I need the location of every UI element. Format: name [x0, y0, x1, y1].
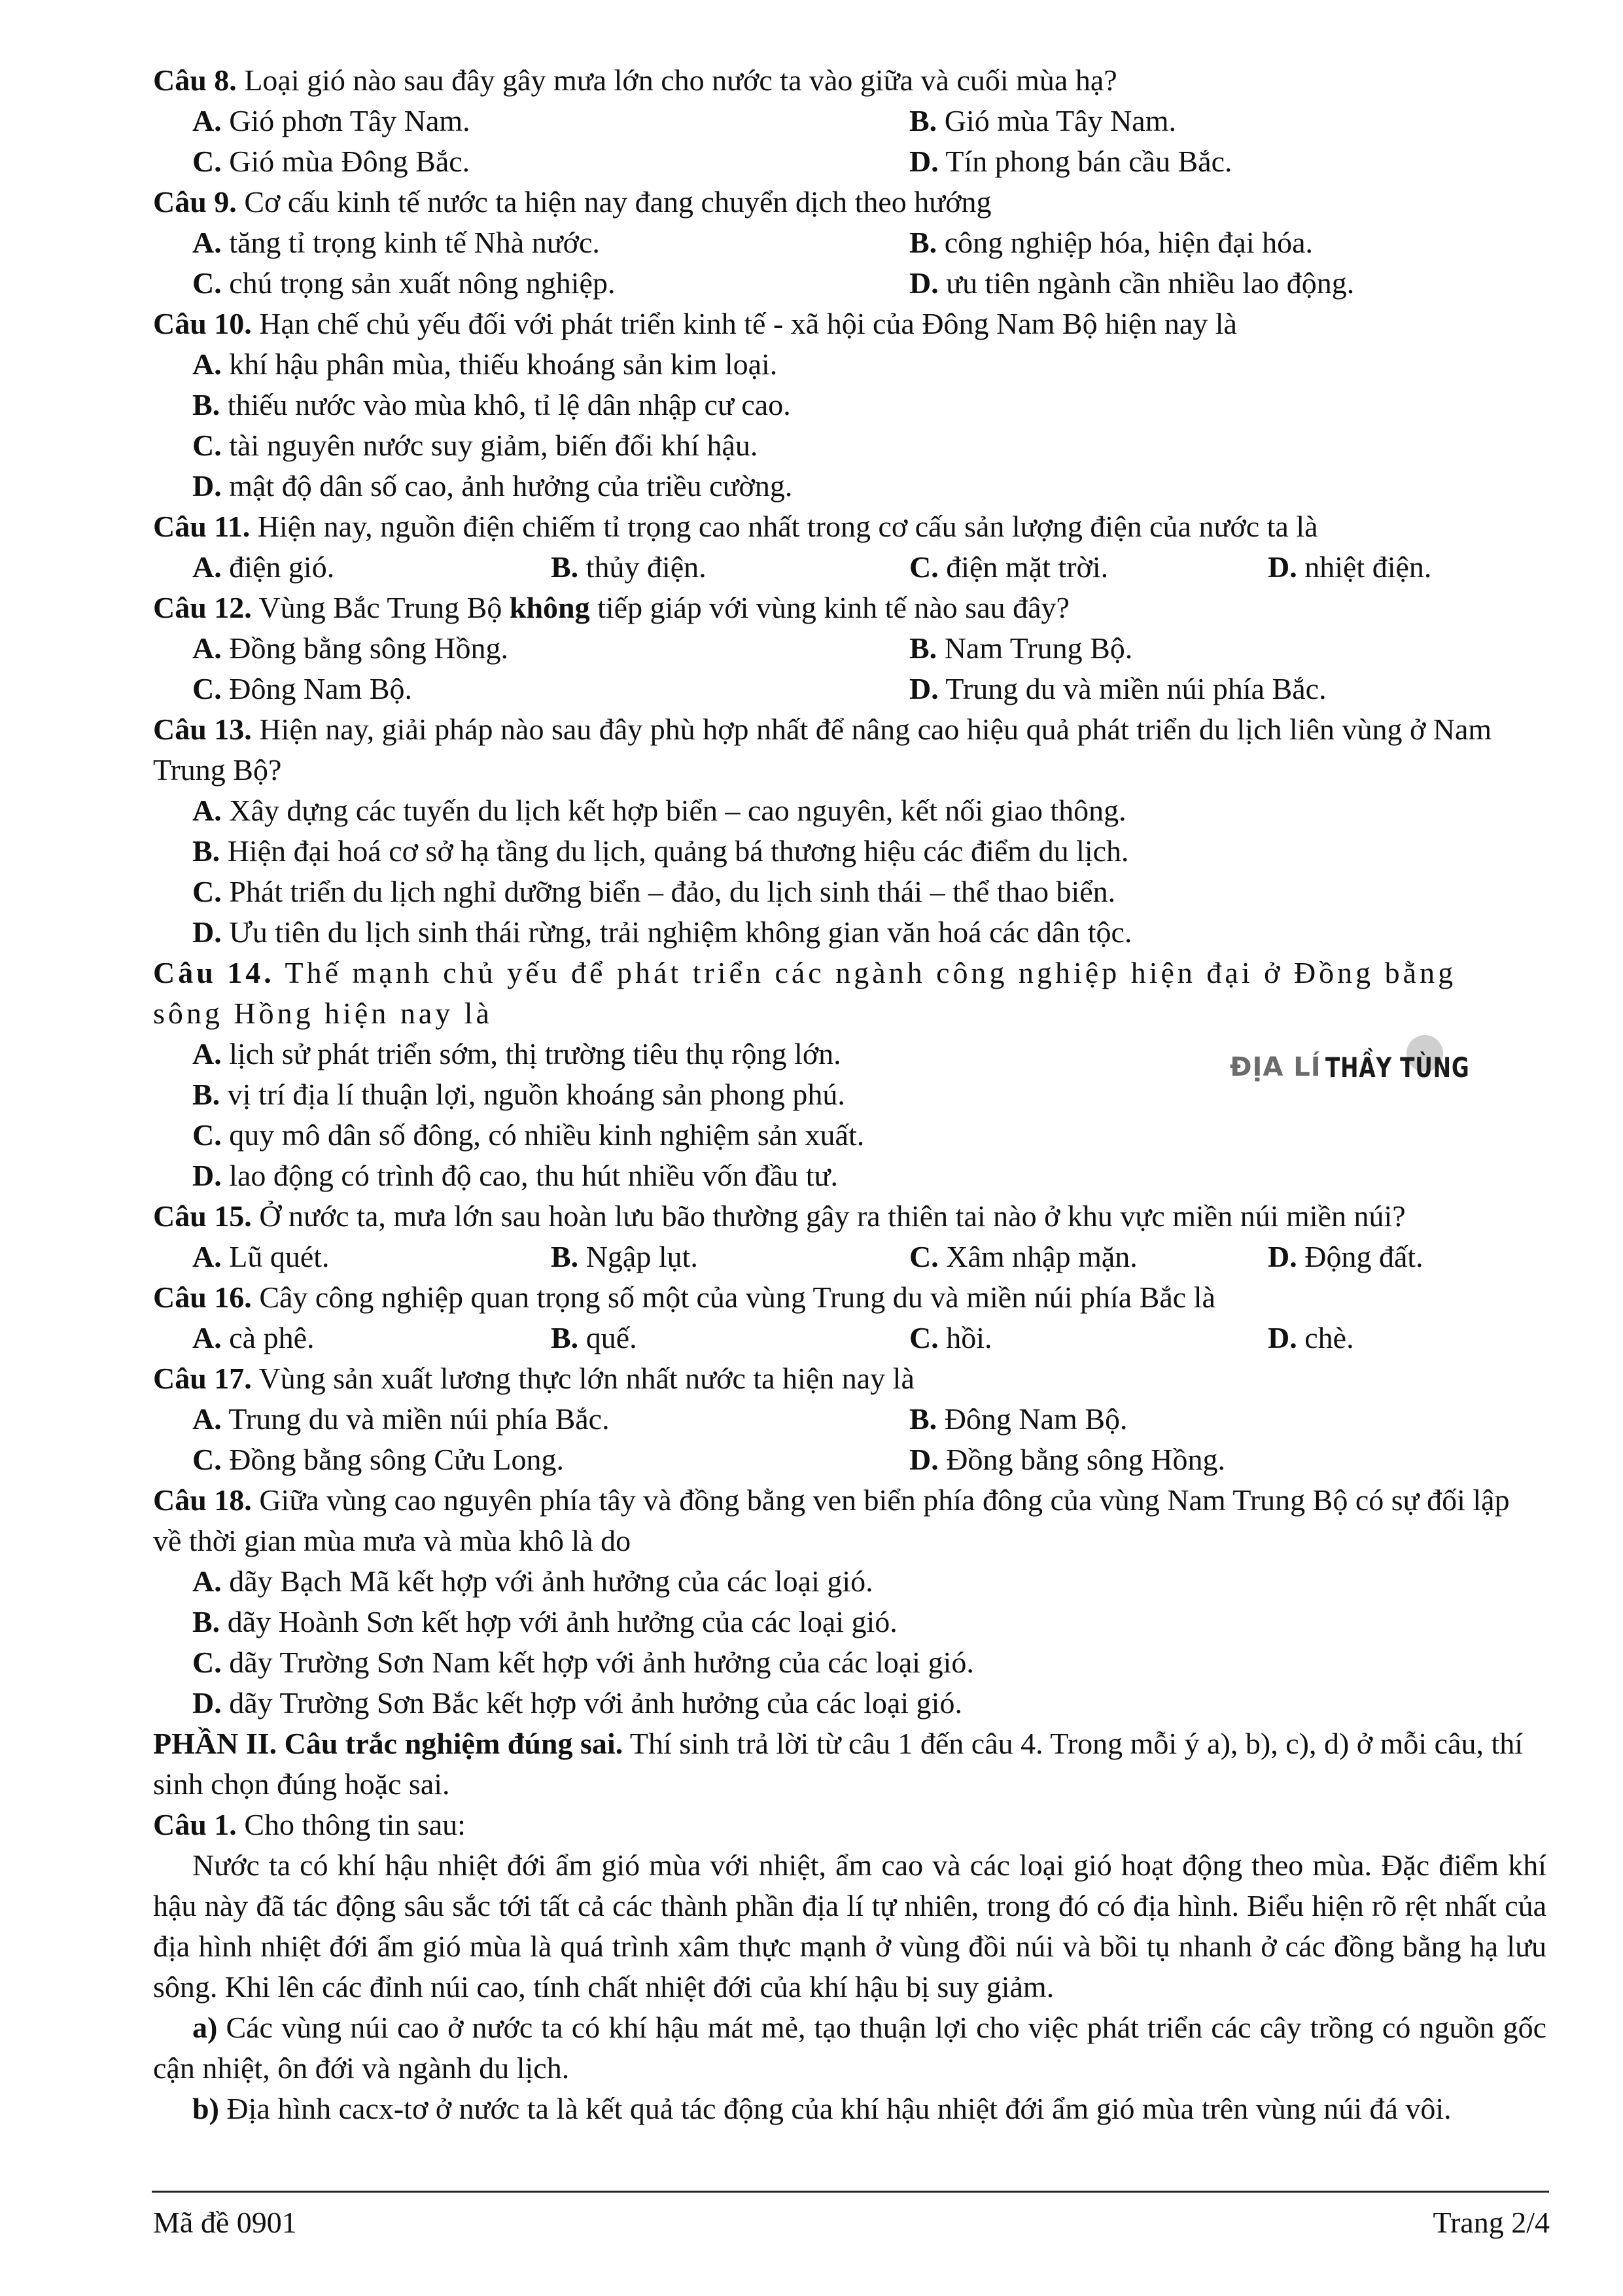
question-number: Câu 17.: [153, 1362, 252, 1395]
option-key: B.: [192, 388, 220, 421]
question-text: Hiện nay, giải pháp nào sau đây phù hợp nhất để nâng cao hiệu quả phát triển du lịch liên vùng ở Nam Trung Bộ?: [153, 713, 1492, 786]
option-key: D.: [1268, 1321, 1297, 1354]
option-key: C.: [909, 1240, 939, 1273]
question-number: Câu 15.: [153, 1199, 252, 1233]
question-number: Câu 10.: [153, 307, 252, 340]
option-d: [1268, 1237, 1423, 1277]
option-text: Đồng bằng sông Cửu Long.: [221, 1443, 564, 1476]
option-text: nhiệt điện.: [1297, 550, 1432, 584]
question-text: Giữa vùng cao nguyên phía tây và đồng bằng ven biển phía đông của vùng Nam Trung Bộ có sự đối lập về thời gian mùa mưa và mùa khô là do: [153, 1483, 1510, 1557]
option-text: Trung du và miền núi phía Bắc.: [221, 1402, 610, 1436]
footer-divider: [152, 2191, 1549, 2193]
option-d: [909, 1439, 1225, 1480]
option-text: Hiện đại hoá cơ sở hạ tầng du lịch, quảng bá thương hiệu các điểm du lịch.: [220, 834, 1129, 868]
question-text: tiếp giáp với vùng kinh tế nào sau đây?: [589, 591, 1070, 624]
logo-text-part1: ĐỊA LÍ: [1230, 1052, 1321, 1082]
option-text: thủy điện.: [578, 550, 707, 584]
option-text: Ưu tiên du lịch sinh thái rừng, trải nghiệm không gian văn hoá các dân tộc.: [221, 915, 1132, 949]
option-c: [909, 1318, 992, 1358]
question-text: Vùng Bắc Trung Bộ: [251, 591, 510, 624]
question-10: [153, 304, 1237, 344]
option-a: [192, 222, 600, 263]
option-text: Động đất.: [1297, 1240, 1423, 1273]
option-text: Gió mùa Đông Bắc.: [221, 145, 470, 178]
question-text: Ở nước ta, mưa lớn sau hoàn lưu bão thường gây ra thiên tai nào ở khu vực miền núi miền núi?: [251, 1199, 1406, 1233]
option-text: dãy Trường Sơn Bắc kết hợp với ảnh hưởng của các loại gió.: [221, 1686, 962, 1720]
question-text: Thế mạnh chủ yếu để phát triển các ngành công nghiệp hiện đại ở Đồng bằng sông Hồng hiện nay là: [153, 956, 1457, 1030]
option-text: dãy Trường Sơn Nam kết hợp với ảnh hưởng của các loại gió.: [221, 1646, 974, 1679]
option-text: Tín phong bán cầu Bắc.: [938, 145, 1232, 178]
option-key: C.: [192, 145, 222, 178]
option-key: D.: [192, 1686, 222, 1720]
statement-key: a): [192, 2011, 218, 2044]
statement-text: Các vùng núi cao ở nước ta có khí hậu mát mẻ, tạo thuận lợi cho việc phát triển các cây trồng có nguồn gốc cận nhiệt, ôn đới và ngành du lịch.: [153, 2011, 1546, 2085]
option-text: dãy Hoành Sơn kết hợp với ảnh hưởng của các loại gió.: [220, 1605, 898, 1638]
option-key: C.: [909, 1321, 939, 1354]
question-number: Câu 16.: [153, 1280, 252, 1314]
option-key: B.: [192, 834, 220, 868]
option-key: A.: [192, 226, 222, 259]
question-text: Vùng sản xuất lương thực lớn nhất nước ta hiện nay là: [251, 1362, 915, 1395]
option-text: Xâm nhập mặn.: [938, 1240, 1138, 1273]
option-key: A.: [192, 794, 222, 827]
option-d: [909, 263, 1354, 304]
option-text: Trung du và miền núi phía Bắc.: [938, 672, 1327, 705]
option-text: thiếu nước vào mùa khô, tỉ lệ dân nhập cư cao.: [220, 388, 791, 421]
option-b: [192, 385, 791, 425]
option-c: [192, 1115, 864, 1156]
question-18: [153, 1480, 1533, 1561]
option-key: A.: [192, 1402, 222, 1436]
option-key: A.: [192, 631, 222, 665]
option-text: lao động có trình độ cao, thu hút nhiều vốn đầu tư.: [221, 1159, 838, 1192]
option-key: C.: [192, 1646, 222, 1679]
option-key: D.: [909, 1443, 939, 1476]
question-text: Hiện nay, nguồn điện chiếm tỉ trọng cao nhất trong cơ cấu sản lượng điện của nước ta là: [250, 510, 1318, 543]
option-a: [192, 547, 334, 588]
question-8: [153, 60, 1117, 101]
question-number: Câu 8.: [153, 63, 237, 97]
question-number: Câu 11.: [153, 510, 251, 543]
option-text: cà phê.: [221, 1321, 315, 1354]
option-a: [192, 1034, 841, 1074]
question-number: Câu 13.: [153, 713, 252, 746]
option-a: [192, 101, 470, 141]
statement-a: [153, 2007, 1546, 2089]
question-9: [153, 182, 992, 222]
option-key: B.: [192, 1078, 220, 1111]
option-text: lịch sử phát triển sớm, thị trường tiêu thụ rộng lớn.: [221, 1037, 841, 1070]
page-number: Trang 2/4: [1433, 2206, 1550, 2239]
logo-text-part2: THẦY TÙNG: [1325, 1051, 1470, 1084]
option-text: Đông Nam Bộ.: [221, 672, 413, 705]
option-key: A.: [192, 1564, 222, 1598]
option-a: [192, 1399, 610, 1439]
option-key: D.: [1268, 550, 1297, 584]
option-c: [192, 1642, 974, 1683]
option-d: [192, 466, 792, 506]
option-b: [909, 1399, 1128, 1439]
option-c: [192, 425, 758, 466]
option-key: B.: [551, 1321, 579, 1354]
question-number: Câu 18.: [153, 1483, 252, 1517]
option-text: dãy Bạch Mã kết hợp với ảnh hưởng của các loại gió.: [221, 1564, 873, 1598]
statement-text: Địa hình cacx-tơ ở nước ta là kết quả tác động của khí hậu nhiệt đới ẩm gió mùa trên vùng núi đá vôi.: [218, 2092, 1452, 2125]
passage-text: Nước ta có khí hậu nhiệt đới ẩm gió mùa với nhiệt, ẩm cao và các loại gió hoạt động theo mùa. Đặc điểm khí hậu này đã tác động sâu sắc tới tất cả các thành phần địa lí tự nhiên, trong đó có địa hình. Biểu hiện rõ rệt nhất của địa hình nhiệt đới ẩm gió mùa là quá trình xâm thực mạnh ở vùng đồi núi và bồi tụ nhanh ở các đồng bằng hạ lưu sông. Khi lên các đỉnh núi cao, tính chất nhiệt đới của khí hậu bị suy giảm.: [153, 1848, 1546, 2004]
option-key: A.: [192, 347, 222, 381]
question-number: Câu 1.: [153, 1808, 237, 1841]
statement-key: b): [192, 2092, 219, 2125]
option-key: C.: [192, 1118, 222, 1152]
question-emphasis: không: [509, 591, 590, 624]
option-text: ưu tiên ngành cần nhiều lao động.: [938, 266, 1355, 300]
option-key: A.: [192, 1037, 222, 1070]
option-text: Lũ quét.: [221, 1240, 330, 1273]
option-a: [192, 1237, 330, 1277]
option-text: chè.: [1297, 1321, 1354, 1354]
question-text: Cho thông tin sau:: [236, 1808, 466, 1841]
option-text: Xây dựng các tuyến du lịch kết hợp biển – cao nguyên, kết nối giao thông.: [221, 794, 1126, 827]
statement-b: [153, 2089, 1546, 2129]
option-key: B.: [551, 550, 579, 584]
option-text: chú trọng sản xuất nông nghiệp.: [221, 266, 616, 300]
part2-question-1: [153, 1805, 466, 1845]
option-text: khí hậu phân mùa, thiếu khoáng sản kim loại.: [221, 347, 778, 381]
option-text: vị trí địa lí thuận lợi, nguồn khoáng sản phong phú.: [220, 1078, 845, 1111]
question-15: [153, 1196, 1406, 1237]
option-c: [192, 1439, 564, 1480]
option-text: điện gió.: [221, 550, 335, 584]
question-11: [153, 506, 1318, 547]
option-b: [551, 1318, 637, 1358]
option-a: [192, 344, 777, 385]
option-text: hồi.: [938, 1321, 992, 1354]
option-a: [192, 1561, 873, 1602]
option-text: Gió mùa Tây Nam.: [937, 104, 1176, 137]
option-text: quy mô dân số đông, có nhiều kinh nghiệm sản xuất.: [221, 1118, 865, 1152]
option-b: [909, 628, 1132, 669]
option-key: A.: [192, 550, 222, 584]
option-key: C.: [909, 550, 939, 584]
option-c: [192, 263, 615, 304]
option-b: [909, 222, 1313, 263]
option-key: B.: [909, 104, 937, 137]
option-text: Nam Trung Bộ.: [937, 631, 1133, 665]
option-b: [551, 547, 707, 588]
option-d: [192, 912, 1132, 953]
question-number: Câu 9.: [153, 185, 237, 219]
option-b: [192, 1074, 845, 1115]
option-text: Gió phơn Tây Nam.: [221, 104, 470, 137]
option-b: [192, 1602, 898, 1642]
question-17: [153, 1358, 915, 1399]
option-key: D.: [909, 672, 939, 705]
question-number: Câu 12.: [153, 591, 252, 624]
option-key: B.: [909, 631, 937, 665]
option-d: [192, 1156, 838, 1196]
option-c: [192, 141, 470, 182]
question-14: [153, 953, 1533, 1034]
option-text: Đồng bằng sông Hồng.: [221, 631, 508, 665]
option-key: C.: [192, 266, 222, 300]
option-key: C.: [192, 429, 222, 462]
question-text: Cơ cấu kinh tế nước ta hiện nay đang chuyển dịch theo hướng: [236, 185, 992, 219]
question-16: [153, 1277, 1215, 1318]
option-key: D.: [192, 915, 222, 949]
info-passage: [153, 1845, 1546, 2007]
option-text: tăng tỉ trọng kinh tế Nhà nước.: [221, 226, 600, 259]
option-key: C.: [192, 1443, 222, 1476]
option-text: mật độ dân số cao, ảnh hưởng của triều cường.: [221, 469, 793, 503]
option-key: C.: [192, 875, 222, 908]
question-text: Loại gió nào sau đây gây mưa lớn cho nước ta vào giữa và cuối mùa hạ?: [236, 63, 1117, 97]
option-text: Đông Nam Bộ.: [937, 1402, 1128, 1436]
option-d: [909, 669, 1327, 709]
option-c: [192, 669, 412, 709]
option-key: B.: [551, 1240, 579, 1273]
part2-heading: [153, 1723, 1533, 1805]
section-title: PHẦN II. Câu trắc nghiệm đúng sai.: [153, 1727, 623, 1760]
option-key: B.: [909, 226, 937, 259]
option-key: D.: [192, 469, 222, 503]
option-key: D.: [1268, 1240, 1297, 1273]
option-key: B.: [909, 1402, 937, 1436]
question-13: [153, 709, 1533, 790]
option-b: [551, 1237, 698, 1277]
option-b: [909, 101, 1176, 141]
option-text: quế.: [578, 1321, 637, 1354]
option-text: Phát triển du lịch nghỉ dưỡng biển – đảo, du lịch sinh thái – thể thao biển.: [221, 875, 1116, 908]
option-c: [909, 547, 1108, 588]
option-text: tài nguyên nước suy giảm, biến đổi khí hậu.: [221, 429, 758, 462]
question-text: Cây công nghiệp quan trọng số một của vùng Trung du và miền núi phía Bắc là: [251, 1280, 1215, 1314]
option-text: công nghiệp hóa, hiện đại hóa.: [937, 226, 1314, 259]
option-text: Đồng bằng sông Hồng.: [938, 1443, 1225, 1476]
option-a: [192, 790, 1126, 831]
option-key: C.: [192, 672, 222, 705]
question-12: [153, 588, 1070, 628]
option-key: B.: [192, 1605, 220, 1638]
option-c: [909, 1237, 1138, 1277]
option-a: [192, 628, 508, 669]
option-key: D.: [192, 1159, 222, 1192]
option-d: [1268, 547, 1431, 588]
option-text: Ngập lụt.: [578, 1240, 698, 1273]
exam-code: Mã đề 0901: [153, 2206, 297, 2239]
watermark-logo: [1230, 1044, 1510, 1090]
option-key: A.: [192, 1321, 222, 1354]
option-c: [192, 872, 1115, 912]
option-b: [192, 831, 1129, 872]
option-d: [192, 1683, 962, 1723]
option-key: D.: [909, 266, 939, 300]
option-key: D.: [909, 145, 939, 178]
option-d: [909, 141, 1232, 182]
option-a: [192, 1318, 315, 1358]
question-text: Hạn chế chủ yếu đối với phát triển kinh tế - xã hội của Đông Nam Bộ hiện nay là: [251, 307, 1237, 340]
option-key: A.: [192, 1240, 222, 1273]
option-key: A.: [192, 104, 222, 137]
option-text: điện mặt trời.: [938, 550, 1109, 584]
section-instruction: Thí sinh trả lời từ câu 1 đến câu 4. Trong mỗi ý a), b), c), d) ở mỗi câu, thí sinh chọn đúng hoặc sai.: [153, 1727, 1524, 1801]
option-d: [1268, 1318, 1354, 1358]
question-number: Câu 14.: [153, 956, 275, 989]
